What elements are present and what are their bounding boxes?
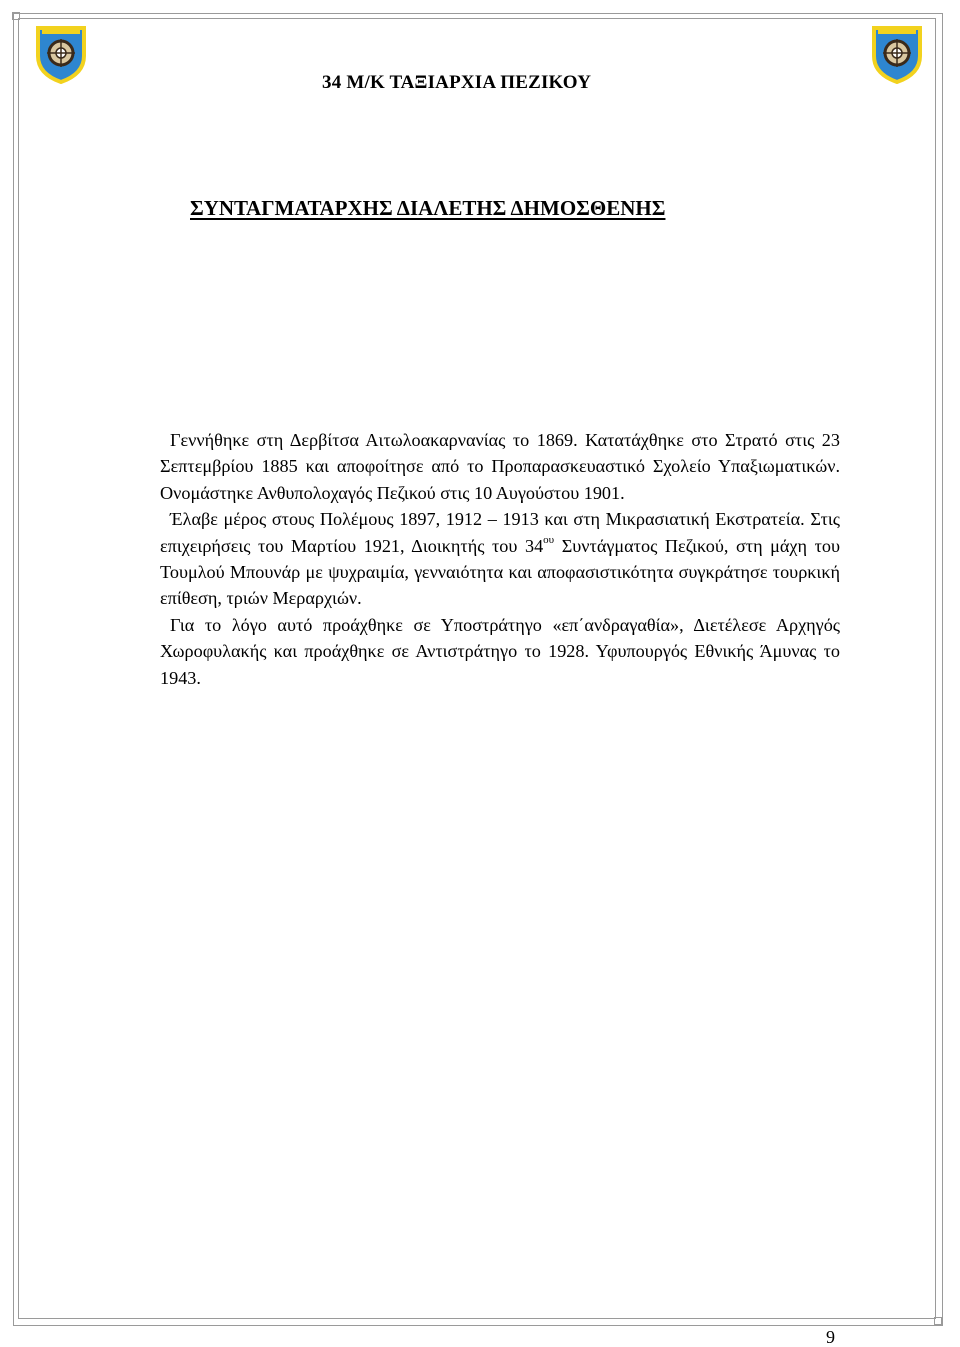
page-number: 9 bbox=[826, 1327, 835, 1347]
paragraph-campaigns-text-b: Συντάγματος Πεζικού, στη μάχη του Τουμλού Μπουνάρ με ψυχραιμία, γενναιότητα και αποφασιστικότητα συγκράτησε τουρκική επίθεση, τριών Μεραρχιών. bbox=[160, 535, 841, 609]
document-body bbox=[160, 427, 840, 691]
brigade-emblem-icon bbox=[868, 22, 926, 84]
paragraph-campaigns bbox=[160, 506, 840, 612]
brigade-emblem-icon bbox=[32, 22, 90, 84]
ordinal-suffix: ου bbox=[543, 533, 555, 546]
paragraph-birth: Γεννήθηκε στη Δερβίτσα Αιτωλοακαρνανίας το 1869. Κατατάχθηκε στο Στρατό στις 23 Σεπτεμβρίου 1885 και αποφοίτησε από το Προπαρασκευαστικό Σχολείο Υπαξιωματικών. Ονομάστηκε Ανθυπολοχαγός Πεζικού στις 10 Αυγούστου 1901. bbox=[160, 430, 840, 503]
header-title: 34 Μ/Κ ΤΑΞΙΑΡΧΙΑ ΠΕΖΙΚΟΥ bbox=[322, 72, 592, 93]
page-title: ΣΥΝΤΑΓΜΑΤΑΡΧΗΣ ΔΙΑΛΕΤΗΣ ΔΗΜΟΣΘΕΝΗΣ bbox=[190, 196, 666, 220]
paragraph-campaigns-text-a: Έλαβε μέρος στους Πολέμους 1897, 1912 – 1913 και στη Μικρασιατική Εκστρατεία. Στις επιχειρήσεις του Μαρτίου 1921, Διοικητής του 34 bbox=[160, 509, 840, 556]
paragraph-promotion: Για το λόγο αυτό προάχθηκε σε Υποστράτηγο «επ΄ανδραγαθία», Διετέλεσε Αρχηγός Χωροφυλακής και προάχθηκε σε Αντιστράτηγο το 1928. Υφυπουργός Εθνικής Άμυνας το 1943. bbox=[160, 614, 840, 688]
